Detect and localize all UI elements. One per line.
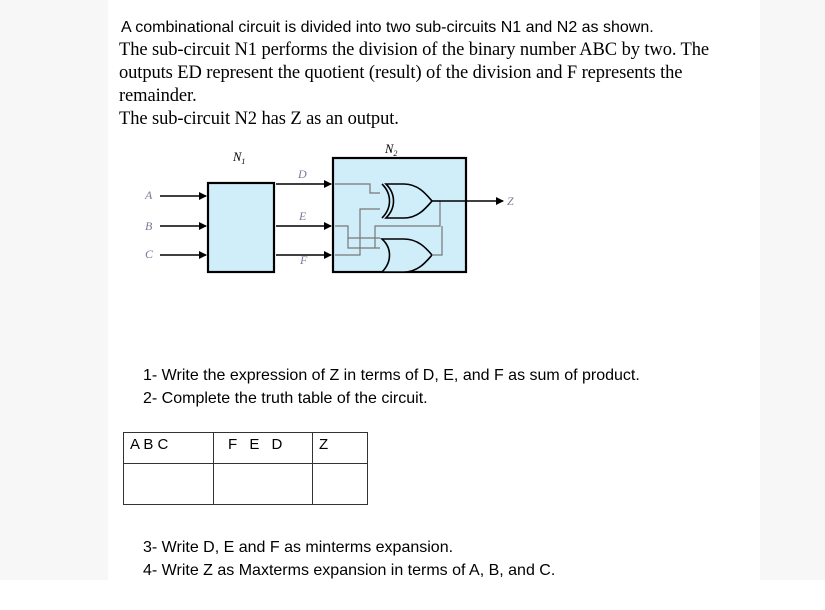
signal-e-label: E: [299, 209, 307, 223]
signal-f-label: F: [300, 253, 308, 267]
output-z-label: Z: [507, 194, 514, 208]
table-header-row: [124, 433, 368, 464]
header-fed: F E D: [214, 433, 313, 464]
input-c-label: C: [145, 247, 154, 261]
intro-line-3: outputs ED represent the quotient (result) of the division and F represents the: [119, 63, 683, 83]
header-z: Z: [313, 433, 368, 464]
n1-label: $N_1$: [233, 150, 246, 166]
question-2: 2- Complete the truth table of the circuit.: [143, 390, 428, 407]
header-abc: A B C: [124, 433, 214, 464]
question-1: 1- Write the expression of Z in terms of D, E, and F as sum of product.: [143, 367, 640, 384]
question-4: 4- Write Z as Maxterms expansion in terms of A, B, and C.: [143, 562, 556, 579]
right-margin: [760, 0, 825, 580]
input-a-label: A: [145, 188, 153, 202]
question-3: 3- Write D, E and F as minterms expansion.: [143, 539, 454, 556]
intro-line-5: The sub-circuit N2 has Z as an output.: [119, 109, 399, 129]
left-margin: [0, 0, 108, 580]
table-row: [124, 464, 368, 505]
n2-label: $N_2$: [385, 142, 398, 158]
signal-d-label: D: [298, 167, 307, 181]
truth-table: [123, 432, 368, 505]
cell-abc[interactable]: [124, 464, 214, 505]
intro-line-2: The sub-circuit N1 performs the division of the binary number ABC by two. The: [119, 40, 710, 60]
input-b-label: B: [145, 219, 153, 233]
intro-line-1: A combinational circuit is divided into two sub-circuits N1 and N2 as shown.: [121, 19, 654, 36]
circuit-diagram: [120, 140, 540, 290]
n1-block: [208, 183, 274, 272]
cell-fed[interactable]: [214, 464, 313, 505]
intro-line-4: remainder.: [119, 86, 197, 106]
cell-z[interactable]: [313, 464, 368, 505]
